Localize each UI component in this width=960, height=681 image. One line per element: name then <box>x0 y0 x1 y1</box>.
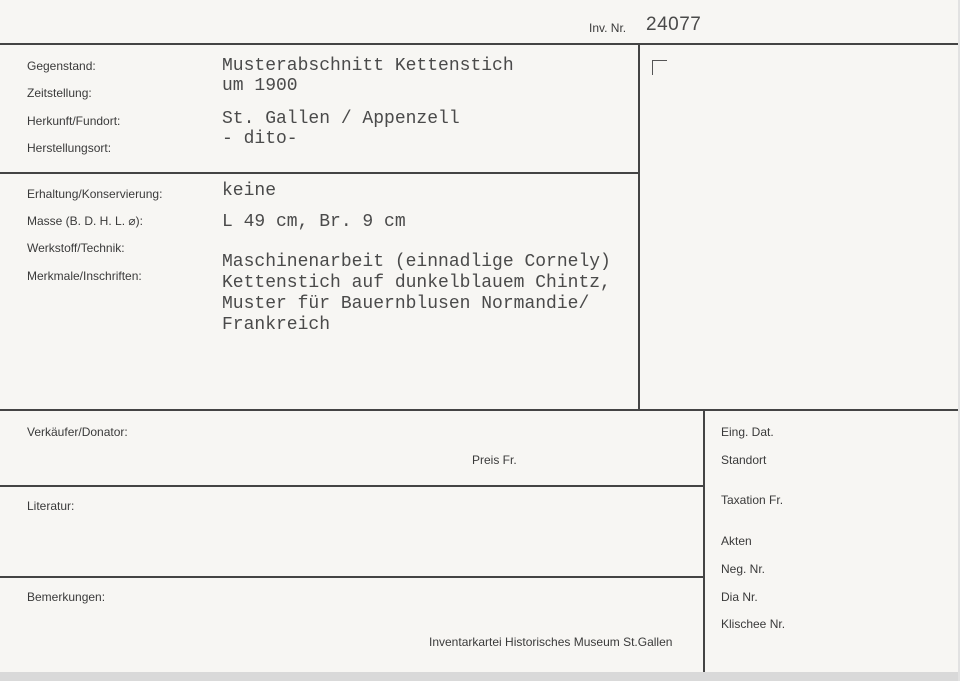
divider-bemerkungen <box>0 576 705 578</box>
divider-section-1 <box>0 172 640 174</box>
label-werkstoff: Werkstoff/Technik: <box>27 241 125 255</box>
label-taxation: Taxation Fr. <box>721 493 784 507</box>
value-herkunft: St. Gallen / Appenzell <box>222 109 460 129</box>
value-werkstoff-line-1: Maschinenarbeit (einnadlige Cornely) <box>222 252 611 272</box>
value-werkstoff-line-3: Muster für Bauernblusen Normandie/ <box>222 294 590 314</box>
label-merkmale: Merkmale/Inschriften: <box>27 269 142 283</box>
label-eing-dat: Eing. Dat. <box>721 425 774 439</box>
inv-nr-label: Inv. Nr. <box>589 21 627 35</box>
label-zeitstellung: Zeitstellung: <box>27 86 92 100</box>
label-bemerkungen: Bemerkungen: <box>27 590 106 604</box>
label-literatur: Literatur: <box>27 499 75 513</box>
divider-vertical-lower <box>703 409 705 672</box>
label-klischee-nr: Klischee Nr. <box>721 617 786 631</box>
label-standort: Standort <box>721 453 767 467</box>
divider-top <box>0 43 960 45</box>
value-herstellungsort: - dito- <box>222 129 298 149</box>
inv-nr-value: 24077 <box>646 14 702 35</box>
label-neg-nr: Neg. Nr. <box>721 562 766 576</box>
divider-main <box>0 409 960 411</box>
label-akten: Akten <box>721 534 752 548</box>
photo-corner-mark <box>652 60 667 75</box>
footer-text: Inventarkartei Historisches Museum St.Gallen <box>429 635 673 649</box>
value-erhaltung: keine <box>222 181 277 201</box>
label-herkunft: Herkunft/Fundort: <box>27 114 121 128</box>
divider-literatur <box>0 485 705 487</box>
label-masse: Masse (B. D. H. L. ⌀): <box>27 214 143 228</box>
label-herstellungsort: Herstellungsort: <box>27 141 112 155</box>
value-masse: L 49 cm, Br. 9 cm <box>222 212 406 232</box>
scan-bottom-edge <box>0 672 960 681</box>
value-zeitstellung: um 1900 <box>222 76 298 96</box>
value-gegenstand: Musterabschnitt Kettenstich <box>222 56 514 76</box>
label-verkaeufer: Verkäufer/Donator: <box>27 425 128 439</box>
label-erhaltung: Erhaltung/Konservierung: <box>27 187 163 201</box>
value-werkstoff-line-4: Frankreich <box>222 315 331 335</box>
label-preis: Preis Fr. <box>472 453 517 467</box>
label-gegenstand: Gegenstand: <box>27 59 96 73</box>
divider-vertical-upper <box>638 43 640 411</box>
label-dia-nr: Dia Nr. <box>721 590 758 604</box>
value-werkstoff-line-2: Kettenstich auf dunkelblauem Chintz, <box>222 273 611 293</box>
